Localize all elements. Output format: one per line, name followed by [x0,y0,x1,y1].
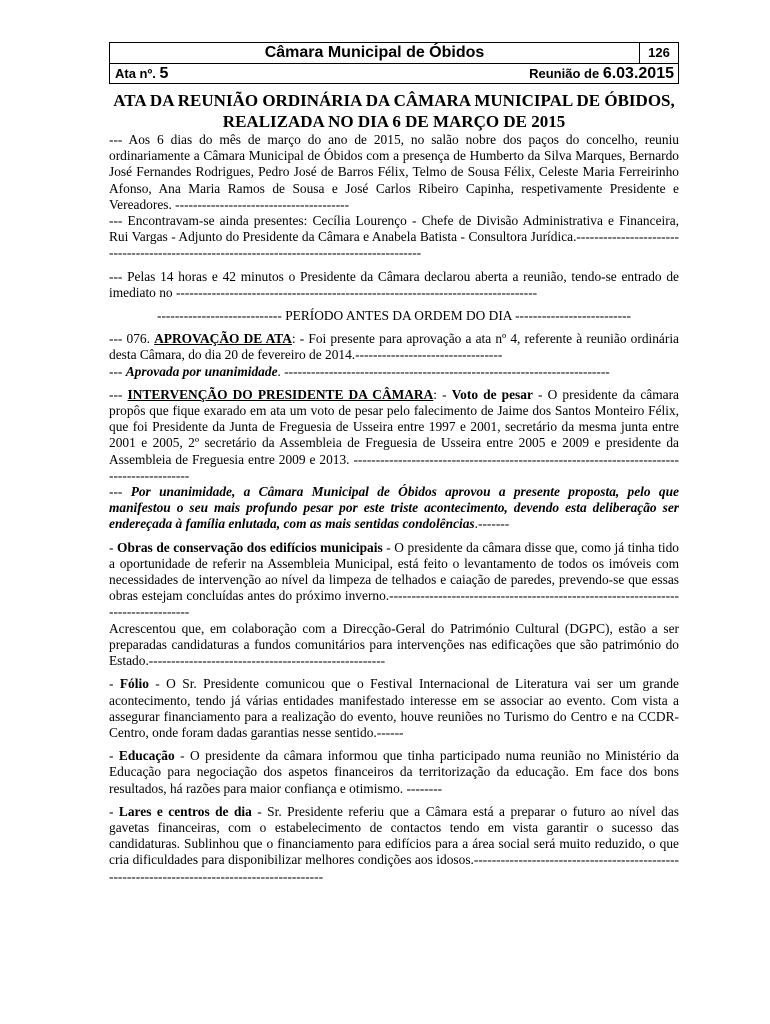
paragraph-dgpc: Acrescentou que, em colaboração com a Direcção-Geral do Património Cultural (DGPC), estão a ser preparadas candidaturas a fundos comunitários para intervenções nas edificações que são património do Estado.----------------------------------------------------- [109,620,679,669]
item-prefix: --- [109,386,128,402]
item-prefix: - [109,748,119,764]
item-subheading: Fólio [119,676,149,692]
document-title: ATA DA REUNIÃO ORDINÁRIA DA CÂMARA MUNICIPAL DE ÓBIDOS, REALIZADA NO DIA 6 DE MARÇO DE 2015 [113,91,675,131]
item-text: - O presidente da câmara informou que tinha participado numa reunião no Ministério da Educação para negociação dos aspetos financeiros da territorização da educação. Em face dos bons resultados, há razões para maior confiança e otimismo. -------- [109,748,679,796]
paragraph-condolence-resolution [109,484,679,533]
header-top-row [110,43,678,64]
paragraph-care-homes [109,804,679,885]
item-prefix: - [109,539,118,555]
paragraph-president-intervention [109,387,679,484]
item-text: - O presidente da câmara propôs que fique exarado em ata um voto de pesar pelo falecimento de Jaime dos Santos Monteiro Félix, que foi Presidente da Junta de Freguesia de Usseira entre 1997 e 2001, secretário da mesma junta entre 2001 e 2005, 2º secretário da Assembleia de Freguesia de Usseira entre 2005 e 2009 e presidente da Assembleia de Freguesia entre 2009 e 2013. ------------------------------------------------------------------------------------------- [109,386,680,483]
paragraph-attendance: --- Aos 6 dias do mês de março do ano de 2015, no salão nobre dos paços do concelho, reuniu ordinariamente a Câmara Municipal de Óbidos com a presença de Humberto da Silva Marques, Bernardo José Fernandes Rodrigues, Pedro José de Barros Félix, Telmo de Sousa Félix, Celeste Maria Ferreirinho Afonso, Ana Maria Ramos de Sousa e José Carlos Ribeiro Capinha, respetivamente Presidente e Vereadores. --------------------------------------- [109,132,679,212]
item-suffix: .------- [474,516,510,532]
paragraph-minutes-approval [109,331,679,363]
item-text: - Sr. Presidente referiu que a Câmara está a preparar o futuro ao nível das gavetas financeiras, com o estabelecimento de contactos tendo em vista garantir o sucesso das candidaturas. Sublinhou que o financiamento para edifícios para a área social será muito reduzido, o que cria dificuldades para disponibilizar melhores condições aos idosos.---------------------------------------------------------------------------------------------- [109,803,679,884]
item-prefix: --- [109,363,126,379]
item-subheading: Voto de pesar [451,386,533,402]
paragraph-education [109,748,679,797]
item-suffix: . ------------------------------------------------------------------------- [277,363,610,379]
paragraph-approval-result [109,364,679,380]
item-text: - O Sr. Presidente comunicou que o Festival Internacional de Literatura vai ser um grande acontecimento, tendo já várias entidades manifestado interesse em se associar ao evento. Com vista a assegurar financiamento para a realização do evento, houve reuniões no Turismo do Centro e na CCDR-Centro, onde foram dadas garantias nesse sentido.------ [109,676,679,740]
item-subheading: Obras de conservação dos edifícios municipais [117,539,383,555]
item-heading: APROVAÇÃO DE ATA [154,331,292,347]
paragraph-also-present: --- Encontravam-se ainda presentes: Cecília Lourenço - Chefe de Divisão Administrativa e Financeira, Rui Vargas - Adjunto do Presidente da Câmara e Anabela Batista - Consultora Jurídica.--------------------------------------------------------------------------------------------- [109,213,679,261]
paragraph-building-works [109,540,679,621]
item-heading: INTERVENÇÃO DO PRESIDENTE DA CÂMARA [127,386,434,402]
meeting-date: 6.03.2015 [602,65,674,82]
ata-info [115,64,168,84]
page-number: 126 [648,45,670,60]
item-prefix: - [109,676,120,692]
item-subheading: Educação [118,748,175,764]
meeting-info [529,64,674,84]
item-prefix: - [109,803,119,819]
document-header [109,42,679,84]
item-prefix: --- [109,484,131,500]
meeting-label: Reunião de [529,66,600,81]
ata-number: 5 [159,65,169,82]
paragraph-folio [109,676,679,741]
item-text: - O presidente da câmara disse que, como já tinha tido a oportunidade de referir na Assembleia Municipal, está feito o levantamento de todos os imóveis com necessidades de intervenção ao nível da limpeza de telhados e caiação de paredes, prevendo-se que essas obras estejam concluídas antes do próximo inverno.----------------------------------------------------------------------------------- [109,539,679,620]
item-text: : - Foi presente para aprovação a ata nº 4, referente à reunião ordinária desta Câmara, do dia 20 de fevereiro de 2014.--------------------------------- [109,331,679,363]
ata-label: Ata nº. [115,66,156,81]
item-separator: : - [433,386,452,402]
item-prefix: --- 076. [109,331,155,347]
paragraph-opening: --- Pelas 14 horas e 42 minutos o Presidente da Câmara declarou aberta a reunião, tendo-se entrado de imediato no --------------------------------------------------------------------------------- [109,268,679,300]
document-body [109,132,679,892]
header-bottom-row [110,64,678,84]
header-title: Câmara Municipal de Óbidos [110,43,640,63]
section-heading-before-agenda: ---------------------------- PERÍODO ANTES DA ORDEM DO DIA -------------------------- [156,308,632,324]
approval-result: Aprovada por unanimidade [125,363,278,379]
item-subheading: Lares e centros de dia [118,803,252,819]
resolution-text: Por unanimidade, a Câmara Municipal de Óbidos aprovou a presente proposta, pelo que manifestou o seu mais profundo pesar por este triste acontecimento, devendo esta deliberação ser endereçada à família enlutada, com as mais sentidas condolências [109,484,679,532]
